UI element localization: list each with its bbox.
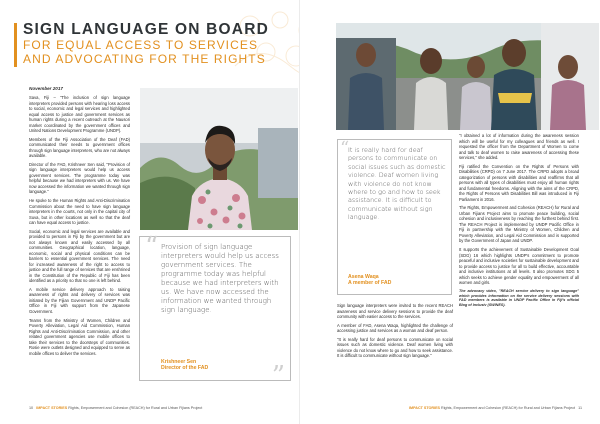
right-text-column xyxy=(459,133,579,311)
paragraph: A mobile service delivery approach to raising awareness of rights and delivery of services was initiated by the Fijian Government and UNDP Pacific Office in Fiji with support from the Japanese Government. xyxy=(29,286,130,314)
page-number: 10 xyxy=(29,406,34,410)
footer-title: Rights, Empowerment and Cohesion (REACH) for Rural and Urban Fijians Project xyxy=(68,406,203,410)
pull-quote-author: Krishneer Sen xyxy=(161,359,197,365)
headline-subtitle-1: FOR EQUAL ACCESS TO SERVICES xyxy=(23,38,259,52)
headline-subtitle-2: AND ADVOCATING FOR THE RIGHTS xyxy=(23,52,266,66)
paragraph: He spoke to the Human Rights and Anti-Discrimination Commission about the need to have sign language interpreters in the courts, not only in the capital city of Suva, but in other locations as well so that the deaf can have equal access to justice. xyxy=(29,198,130,226)
pull-quote-text: Provision of sign language interpreters would help us access government services. The programme today was helpful because we had interpreters with us. We have now accessed the information we wanted through sign language. xyxy=(161,243,279,314)
footer-brand: IMPACT STORIES xyxy=(409,406,441,410)
paragraph: Teams from the Ministry of Women, Children and Poverty Alleviation, Legal Aid Commission, Human Rights and Anti-Discrimination Commission, and other related government agencies use mobile offices to take their services to the doorsteps of communities. Rosie were outlets designed and equipped to serve as mobile offices to deliver the services. xyxy=(29,317,130,356)
middle-text-column xyxy=(337,303,453,362)
paragraph: "It is really hard for deaf persons to communicate on social issues such as domestic violence. Deaf women living with violence do not know where to go and how to seek assistance. It is difficult to communicate without sign language." xyxy=(337,336,453,359)
photo-krishneer-sen xyxy=(140,88,298,230)
paragraph: Director of the FAD, Krishneer Sen said, "Provision of sign language interpreters would help us access government services. The programme today was helpful because we had interpreters with us. We have now accessed the information we wanted through sign language." xyxy=(29,161,130,195)
paragraph: Fiji ratified the Convention on the Rights of Persons with Disabilities (CRPD) on 7 June 2017. The CRPD adopts a broad categorization of persons with disabilities and reaffirms that all persons with all types of disabilities must enjoy all human rights and fundamental freedoms. Aligning with the aims of the CRPD, the Rights of Persons with Disabilities Bill was introduced in Fiji Parliament in 2016. xyxy=(459,163,579,202)
left-text-column xyxy=(29,95,130,359)
advocacy-video-note: The advocacy video, "REACH service delivery to sign language" which provides information on the service delivery sessions with FAD members is available in UNDP Pacific Office in Fiji's official Blog of Inclusiv (SWINES). xyxy=(459,288,579,308)
article-date: November 2017 xyxy=(29,86,63,91)
footer-right xyxy=(409,406,582,410)
paragraph: "I obtained a lot of information during the awareness session which will be useful for my colleagues and friends as well. I requested the officer from the Department of Women to come and talk to deaf women to raise awareness of accessing these services," she added. xyxy=(459,133,579,160)
pull-quote-author: Asena Waqa xyxy=(348,274,379,280)
close-quote-icon: ” xyxy=(271,361,285,391)
footer-left xyxy=(29,406,202,410)
headline-title: SIGN LANGUAGE ON BOARD xyxy=(23,21,269,38)
paragraph: The Rights, Empowerment and Cohesion (REACH) for Rural and Urban Fijians Project aims to promote peace building, social cohesion and inclusiveness by reaching the furthest behind first. The REACH Project is implemented by UNDP Pacific Office in Fiji in partnership with the Ministry of Women, Children and Poverty Alleviation, and Legal Aid Commission and is supported by the Government of Japan and UNDP. xyxy=(459,205,579,244)
paragraph: It supports the achievement of Sustainable Development Goal (SDG) 16 which highlights UNDP's commitment to promote peaceful and inclusive societies for sustainable development and to provide access to justice for all to build effective, accountable and inclusive institutions at all levels. It also promotes SDG 5 which seeks to achieve gender equality and empowerment of all women and girls. xyxy=(459,247,579,286)
title-accent-bar xyxy=(14,23,17,67)
paragraph: Sign language interpreters were invited to the recent REACH awareness and service delivery sessions to provide the deaf community with easier access to the services. xyxy=(337,303,453,319)
pull-quote-sen xyxy=(139,232,291,391)
pull-quote-role: Director of the FAD xyxy=(161,365,209,372)
paragraph: A member of FAD, Asena Waqa, highlighted the challenge of accessing justice and services as a woman and deaf person. xyxy=(337,322,453,334)
paragraph: Members of the Fiji Association of the Deaf (FAD) communicated their needs to government offices through sign language interpreters, who are not always available. xyxy=(29,136,130,159)
paragraph: Social, economic and legal services are available and provided to persons in Fiji by the government but are not always known and easily accessed by all communities. Geographical location, language, economic, social and physical conditions can be barriers to essential government services. The need for increased awareness of the right to access to justice and the full range of services that are enshrined in the Constitution of the Republic of Fiji has been identified as a priority so that no one is left behind. xyxy=(29,228,130,284)
pull-quote-role: A member of FAD xyxy=(348,280,392,287)
paragraph: Sava, Fiji – "The inclusion of sign language interpreters provided persons with hearing loss access to social, economic and legal services and highlighted equal access to justice and government services as human rights during a recent outreach at the Nausori market coordinated by the government offices and United Nations Development Programme (UNDP). xyxy=(29,95,130,133)
pull-quote-waqa xyxy=(337,139,452,295)
pull-quote-attribution xyxy=(348,274,391,287)
footer-title: Rights, Empowerment and Cohesion (REACH) for Rural and Urban Fijians Project xyxy=(441,406,576,410)
open-quote-icon: “ xyxy=(145,232,159,262)
open-quote-icon: “ xyxy=(340,138,350,159)
pull-quote-attribution xyxy=(161,359,208,372)
article-headline xyxy=(23,22,323,66)
page-number: 11 xyxy=(578,406,582,410)
pull-quote-text: It is really hard for deaf persons to communicate on social issues such as domestic violence. Deaf women living with violence do not know where to go and how to seek assistance. It is difficult to communicate without sign language. xyxy=(348,146,446,222)
footer-brand: IMPACT STORIES xyxy=(36,406,68,410)
photo-outreach-session xyxy=(336,23,599,130)
